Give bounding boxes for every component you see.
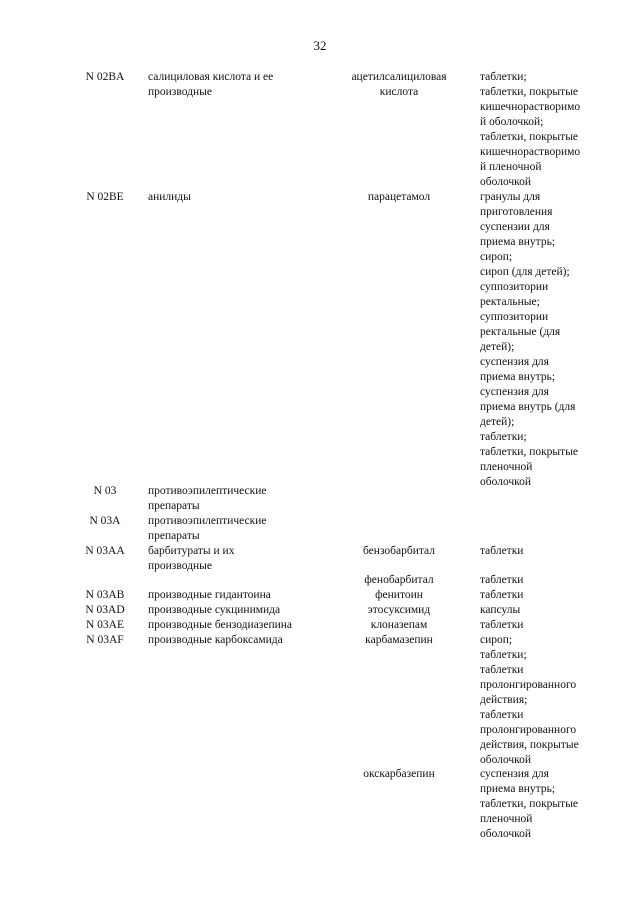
- atc-code: N 03: [93, 485, 117, 497]
- atc-code: N 03AA: [85, 545, 125, 557]
- dosage-forms: таблетки: [480, 589, 524, 601]
- pharmacological-group: производные карбоксамида: [148, 634, 283, 646]
- drug-name: окскарбазепин: [363, 768, 435, 780]
- atc-code: N 03AF: [86, 634, 124, 646]
- atc-code: N 03AE: [85, 619, 124, 631]
- dosage-forms: таблетки: [480, 545, 524, 557]
- drug-name: ацетилсалициловая кислота: [351, 71, 447, 98]
- page-number: 32: [313, 38, 327, 53]
- atc-code: N 02BE: [86, 191, 124, 203]
- dosage-forms: гранулы для приготовления суспензии для приема внутрь; сироп; сироп (для детей); суппозитории ректальные; суппозитории ректальные (для детей); суспензия для приема внутрь; суспензия для приема внутрь (для детей); таблетки; таблетки, покрытые пленочной оболочкой: [480, 191, 579, 488]
- pharmacological-group: анилиды: [148, 191, 191, 203]
- pharmacological-group: салициловая кислота и ее производные: [148, 71, 274, 98]
- pharmacological-group: производные бензодиазепина: [148, 619, 293, 631]
- dosage-forms: таблетки: [480, 574, 524, 586]
- dosage-forms: таблетки: [480, 619, 524, 631]
- pharmacological-group: производные гидантоина: [148, 589, 271, 601]
- pharmacological-group: противоэпилептические препараты: [148, 485, 267, 512]
- drug-name: фенитоин: [375, 589, 423, 601]
- drug-name: клоназепам: [370, 619, 428, 631]
- pharmacological-group: производные сукцинимида: [148, 604, 281, 616]
- dosage-forms: капсулы: [480, 604, 521, 616]
- atc-code: N 03AD: [85, 604, 125, 616]
- drug-name: этосуксимид: [367, 604, 431, 616]
- atc-code: N 02BA: [85, 71, 125, 83]
- dosage-forms: сироп; таблетки; таблетки пролонгированного действия; таблетки пролонгированного действия, покрытые оболочкой: [480, 634, 579, 766]
- drug-name: карбамазепин: [365, 634, 433, 646]
- drug-name: парацетамол: [367, 191, 431, 203]
- atc-code: N 03AB: [85, 589, 125, 601]
- dosage-forms: таблетки; таблетки, покрытые кишечнорастворимо й оболочкой; таблетки, покрытые кишечнорастворимо й пленочной оболочкой: [480, 71, 581, 188]
- atc-code: N 03A: [89, 515, 121, 527]
- drug-name: бензобарбитал: [362, 545, 435, 557]
- dosage-forms: суспензия для приема внутрь; таблетки, покрытые пленочной оболочкой: [480, 768, 579, 840]
- pharmacological-group: барбитураты и их производные: [148, 545, 235, 572]
- pharmacological-group: противоэпилептические препараты: [148, 515, 267, 542]
- drug-name: фенобарбитал: [364, 574, 434, 586]
